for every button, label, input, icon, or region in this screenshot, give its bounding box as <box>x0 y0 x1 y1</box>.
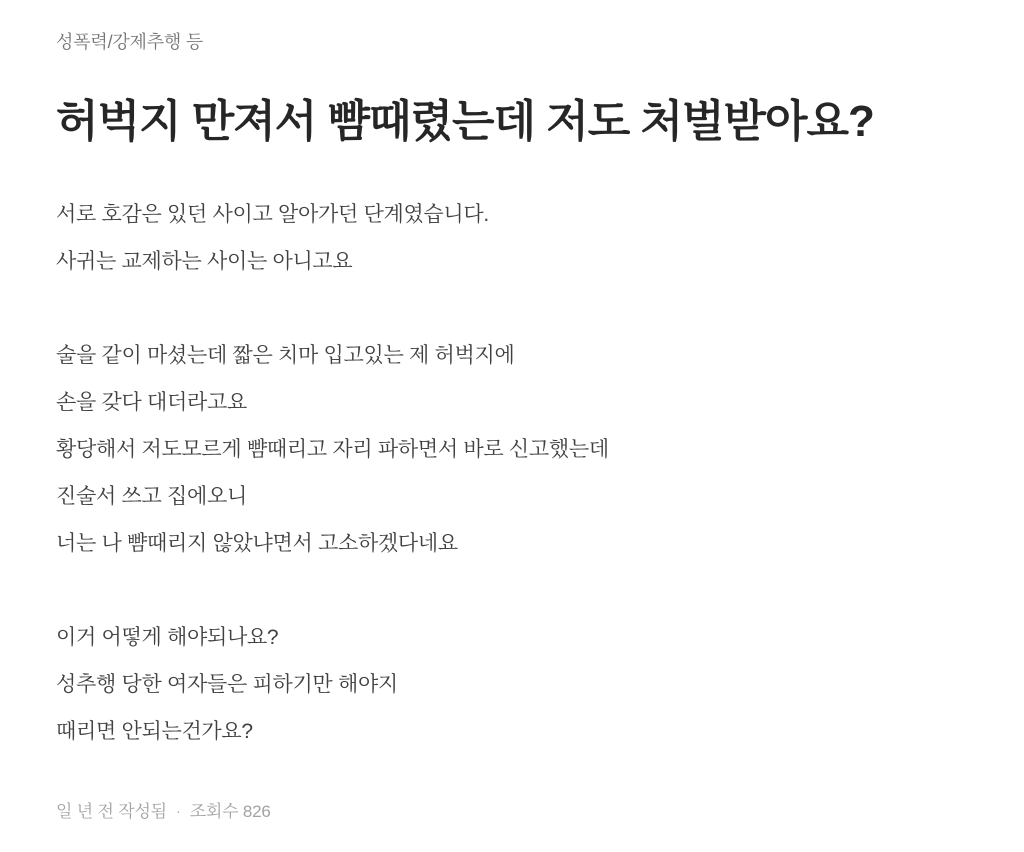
body-line: 이거 어떻게 해야되나요? <box>56 625 279 649</box>
body-line: 사귀는 교제하는 사이는 아니고요 <box>56 249 353 273</box>
view-count: 조회수 826 <box>189 801 271 821</box>
post-meta <box>56 802 968 821</box>
meta-separator-dot: · <box>175 802 181 820</box>
body-line: 진술서 쓰고 집에오니 <box>56 484 247 508</box>
body-line: 너는 나 뺨때리지 않았냐면서 고소하겠다네요 <box>56 531 458 555</box>
created-time: 일 년 전 작성됨 <box>56 801 167 821</box>
body-line: 술을 같이 마셨는데 짧은 치마 입고있는 제 허벅지에 <box>56 343 515 367</box>
body-line: 서로 호감은 있던 사이고 알아가던 단계였습니다. <box>56 202 489 226</box>
post-body <box>56 191 968 755</box>
body-line: 성추행 당한 여자들은 피하기만 해야지 <box>56 672 398 696</box>
body-paragraph <box>56 614 968 755</box>
body-line: 손을 갖다 대더라고요 <box>56 390 247 414</box>
body-line: 때리면 안되는건가요? <box>56 719 253 743</box>
body-paragraph <box>56 332 968 567</box>
body-paragraph <box>56 191 968 285</box>
body-line: 황당해서 저도모르게 뺨때리고 자리 파하면서 바로 신고했는데 <box>56 437 609 461</box>
post-title: 허벅지 만져서 뺨때렸는데 저도 처벌받아요? <box>56 97 874 146</box>
category-label[interactable]: 성폭력/강제추행 등 <box>56 32 204 52</box>
